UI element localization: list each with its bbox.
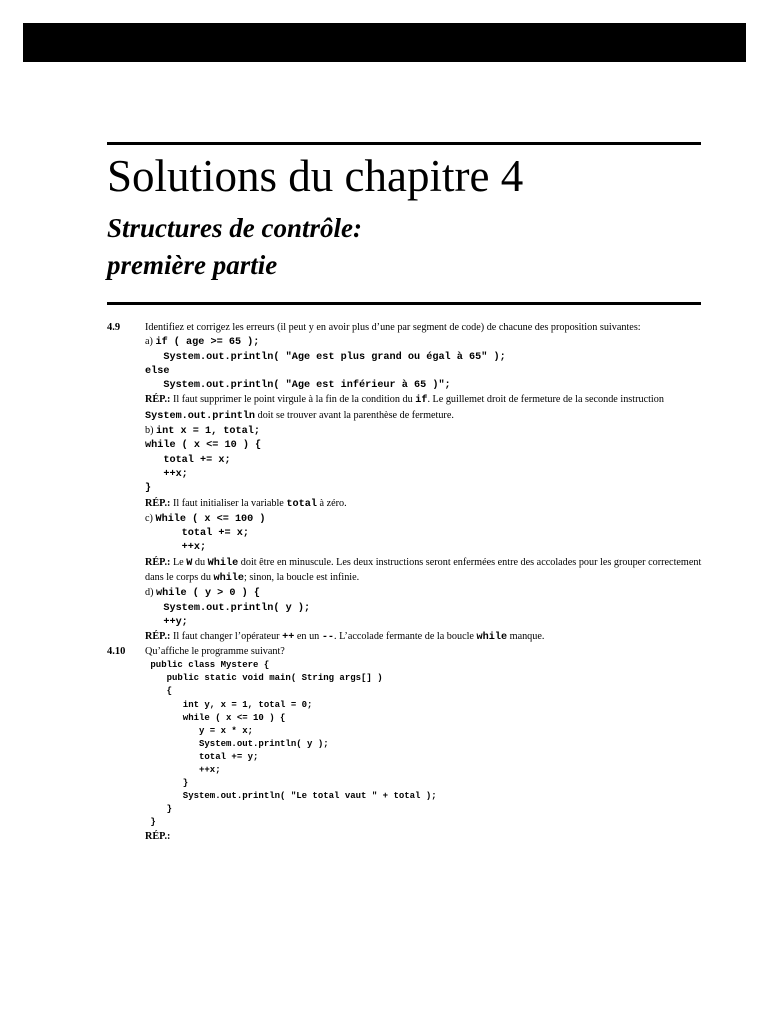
exercise-number: 4.9 [107,322,121,333]
exercise-number: 4.10 [107,646,126,657]
answer-text: Il faut changer l’opérateur [170,631,283,643]
code-line: System.out.println( "Age est inférieur à 65 )"; [145,380,451,392]
answer-text: ; sinon, la boucle est infinie. [244,572,360,584]
part-a-line-1 [145,335,705,350]
title-bottom-rule [107,302,701,305]
part-marker: c) [145,512,153,524]
part-b-line-1 [145,424,705,439]
subtitle-line-1: Structures de contrôle: [107,213,363,243]
top-black-bar [23,23,746,62]
code-block: System.out.println( y ); ++y; [163,602,311,628]
answer-text: Il faut supprimer le point virgule à la fin de la condition du [170,394,416,406]
code-block: total += x; ++x; [181,528,249,554]
code-inline: if ( age >= 65 ); [155,337,260,349]
answer-text: Il faut initialiser la variable [170,497,287,509]
answer-text: Le [170,556,187,568]
exercise-statement: Identifiez et corrigez les erreurs (il peut y en avoir plus d’une par segment de code) de chacune des proposition suivantes: [145,322,641,333]
code-inline: W [186,557,193,569]
answer-text: . Le guillemet droit de fermeture de la seconde instruction [427,394,664,406]
code-inline: -- [321,632,335,644]
answer-text: du [192,556,208,568]
part-d-line-1 [145,586,705,601]
answer-text: doit être en minuscule. Les deux instructions seront enfermées entre des accolades pour les grouper correctement dans le corps du [145,556,702,584]
code-inline: while [476,632,508,644]
answer-label: RÉP.: [145,497,171,509]
code-inline: total [286,498,317,510]
answer-text: doit se trouver avant la parenthèse de fermeture. [255,409,454,421]
part-marker: d) [145,587,154,599]
answer-label: RÉP.: [145,631,171,643]
code-block: while ( x <= 10 ) { total += x; ++x; } [145,440,262,495]
answer-label: RÉP.: [145,394,171,406]
answer-c [145,556,705,587]
exercise-body [145,645,705,844]
code-inline: While ( x <= 100 ) [155,513,266,525]
answer-text: manque. [507,631,545,643]
code-inline: System.out.println [145,410,256,422]
code-inline: while ( y > 0 ) { [156,588,260,600]
chapter-subtitle [107,210,362,284]
answer-b [145,497,705,512]
part-c-line-1 [145,512,705,527]
answer-d [145,630,705,645]
subtitle-line-2: première partie [107,250,278,280]
answer-a [145,393,705,424]
code-line: else [145,365,170,377]
exercise-statement: Qu’affiche le programme suivant? [145,646,285,657]
code-inline: ++ [282,632,295,644]
answer-text: en un [294,631,322,643]
part-marker: b) [145,425,154,437]
title-top-rule [107,142,701,145]
exercise-body [145,321,705,646]
answer-label: RÉP.: [145,556,171,568]
answer-text: . L’accolade fermante de la boucle [334,631,477,643]
chapter-title: Solutions du chapitre 4 [107,151,524,201]
answer-label: RÉP.: [145,830,171,842]
code-line: System.out.println( "Age est plus grand ou égal à 65" ); [145,351,506,363]
program-listing: public class Mystere { public static void main( String args[] ) { int y, x = 1, total = 0; while ( x <= 10 ) { y = x * x; System.out.println( y ); total += y; ++x; } System.out.println( "Le total vaut " + total ); } } [150,660,437,828]
part-marker: a) [145,336,153,348]
code-inline: while [213,573,245,585]
code-inline: int x = 1, total; [156,426,260,438]
code-inline: While [207,557,239,569]
code-inline: if [415,395,428,407]
answer-text: à zéro. [316,497,347,509]
